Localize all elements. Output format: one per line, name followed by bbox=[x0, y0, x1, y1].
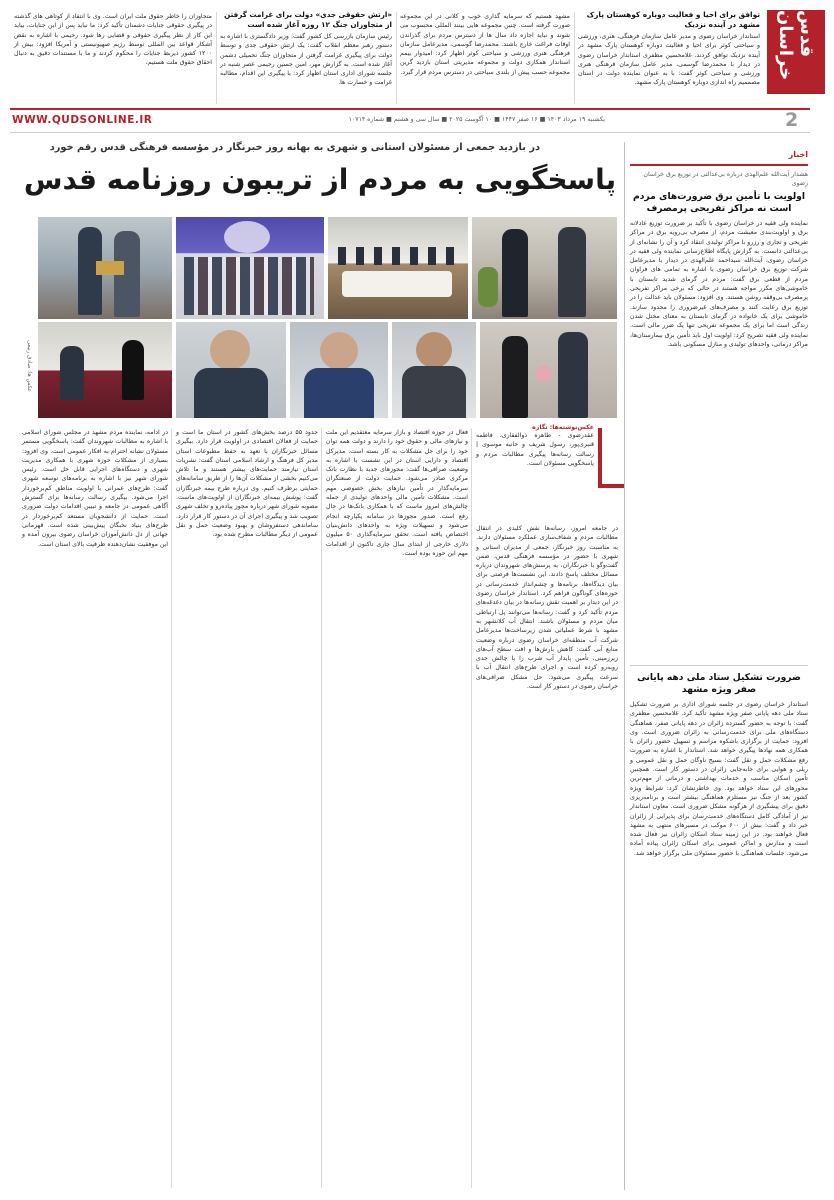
photo-interview-1 bbox=[38, 322, 172, 418]
photo-group-banner bbox=[176, 217, 324, 319]
news-item-1-kicker: هشدار آیت‌الله علم‌الهدی درباره بی‌عدالتی در توزیع برق خراسان رضوی bbox=[643, 171, 808, 187]
news-item-2 bbox=[630, 670, 808, 1190]
top-story-3-body: رئیس سازمان بازرسی کل کشور گفت: وزیر دادگستری با اشاره به دستور رهبر معظم انقلاب گفت: یک ارتش حقوقی جدی و توسط دولت برای پیگیری غرامت گرفتن از متجاوزان جنگ تحمیلی دشمن آغاز شده است. به گزارش مهر، امین حسین رحیمی عصر شنبه در جلسه شورای اداری استان اظهار کرد: با پیگیری این اقدام، مطالبه غرامت و خسارت ها. bbox=[220, 33, 392, 87]
photo-meeting-room bbox=[328, 217, 468, 319]
top-story-1-title: توافق برای احیا و فعالیت دوباره کوهستان پارک مشهد در آینده نزدیک bbox=[586, 10, 760, 29]
photo-speaker-2 bbox=[290, 322, 388, 418]
date-line: یکشنبه ۱۹ مرداد ۱۴۰۳ ■ ۱۶ صفر ۱۴۴۷ ■ ۱۰ آگوست ۲۰۲۵ ■ سال سی و هشتم ■ شماره ۱۰۷۱۴ bbox=[348, 116, 605, 123]
top-story-3-title: «ارتش حقوقی جدی» دولت برای غرامت گرفتن از متجاوزان جنگ ۱۲ روزه آغاز شده است bbox=[224, 10, 392, 29]
photo-handshake-gift bbox=[38, 217, 172, 319]
newspaper-logo bbox=[767, 10, 825, 94]
feature-column-3: حدود ۵۵ درصد بخش‌های کشور در استان ما است و حمایت از فعالان اقتصادی در اولویت قرار دارد. بیگیری مسائل خبرنگاران با تعهد به حفظ مطبوعات استان مدیر کل فرهنگ و ارشاد اسلامی استان گفت: نشریات استان نیازمند حمایت‌های بیشتر هستند و ما تلاش می‌کنیم بخشی از مشکلات آن‌ها را از طریق سامانه‌های حمایتی برطرف کنیم. وی درباره طرح بیمه خبرنگاران گفت: پوشش بیمه‌ای خبرنگاران از اولویت‌های ماست. مصوبه شورای شهر درباره مجوز پیاده‌رو و تخلف شهری تصویب شد و پیگیری اجرای آن در دستور کار قرار دارد. ساماندهی دستفروشان و بهبود وضعیت حمل و نقل عمومی از دیگر مطالبات مطرح شده بود. bbox=[175, 429, 318, 539]
feature-kicker: در بازدید جمعی از مسئولان استانی و شهری به بهانه روز خبرنگار در مؤسسه فرهنگی قدس رقم خورد bbox=[49, 142, 540, 153]
lead-text: عقدرضوی - طاهره ذوالفقاری، فاطمه قنبری‌پور، رسول شریف و حانیه موسوی | رسالت رسانه‌ها پیگیری مطالبات مردم و پاسخگویی مسئولان است. bbox=[476, 432, 594, 467]
feature-column-2: فعال در حوزه اقتصاد و بازار سرمایه معتقدیم این ملت و نیازهای مالی و حقوق خود را دارند و دولت همه توان خود را برای حل مشکلات به کار بسته است. مدیرکل اقتصاد و دارایی استان در این نشست با اشاره به وضعیت صرافی‌ها گفت: مجوزهای جدید با نظارت بانک مرکزی صادر می‌شود. حمایت دولت از صنعتگران سرمایه‌گذار در تأمین نیازهای بخش خصوصی مهم است. مشکلات تأمین مالی واحدهای تولیدی از جمله چالش‌های امروز ماست که با همکاری بانک‌ها در حال رفع است. صدور مجوزها در سامانه یکپارچه انجام می‌شود و تسهیلات ویژه به واحدهای دانش‌بنیان اختصاص یافته است. تحقق سرمایه‌گذاری ۵۰ میلیون دلاری خارجی از ابتدای سال جاری تاکنون از اقدامات مهم این حوزه بوده است. bbox=[326, 429, 468, 557]
lead-label: عکس‌نوشته‌ها: نگاره bbox=[532, 424, 594, 431]
page-number: 2 bbox=[785, 109, 799, 131]
photo-speaker-3 bbox=[392, 322, 476, 418]
top-story-1-body: استاندار خراسان رضوی و مدیر عامل سازمان فرهنگی، هنری، ورزشی و سیاحتی کوثر برای احیا و فعالیت دوباره کوهستان پارک مشهد در آینده نزدیک توافق کردند. غلامحسین مظفری استاندار خراسان رضوی در دیدار با محمدرضا گوسمی، مدیر عامل سازمان فرهنگی هنری ورزشی و سیاحتی کوثر گفت: با به عنوان نماینده دولت در استان مصممیم راه اندازی دوباره کوهستان پارک مشهد. bbox=[578, 33, 760, 87]
photo-credit: عکس ها: صادق ربیعی bbox=[26, 340, 32, 393]
news-item-1 bbox=[630, 170, 808, 665]
photo-speaker-1 bbox=[176, 322, 286, 418]
news-item-2-title: ضرورت تشکیل ستاد ملی دهه پایانی صفر ویژه مشهد bbox=[637, 672, 801, 695]
site-url[interactable]: WWW.QUDSONLINE.IR bbox=[12, 114, 153, 126]
photo-gift-presentation bbox=[472, 217, 617, 319]
photo-flowers-ceremony bbox=[480, 322, 617, 418]
top-story-3 bbox=[220, 10, 392, 106]
news-item-1-body: نماینده ولی فقیه در خراسان رضوی با تأکید بر ضرورت توزیع عادلانه برق و اولویت‌بندی معیشت مردم، از مصرف بی‌رویه برق در مراکز تفریحی و تجاری و رزرو با مراکز تولیدی انتقاد کرد و آن را نشانه‌ای از بی‌عدالتی دانست. به گزارش پایگاه اطلاع‌رسانی نماینده ولی فقیه در خراسان رضوی، آیت‌الله سیداحمد علم‌الهدی در دیدار با مدیرعامل شرکت توزیع برق خراسان رضوی با اشاره به تمامی های فراوان مردم از قطعی برق گفت: مردم در گرمای شدید تابستان با خاموشی‌های مکرر مواجه هستند در حالی که برخی مراکز تفریحی پرمصرف بی‌وقفه روشن هستند. وی افزود: مسئولان باید عدالت را در توزیع برق رعایت کنند و مصرف‌های غیرضروری را محدود سازند. خاموشی برای یک خانواده در گرمای تابستان به معنای مختل شدن زندگی است اما برای یک مجموعه تفریحی تنها یک ضرر مالی است. نماینده ولی فقیه تصریح کرد: اولویت اول باید تأمین برق بیمارستان‌ها، مراکز درمانی، واحدهای تولیدی و منازل مسکونی باشد. bbox=[630, 220, 808, 348]
top-story-1 bbox=[578, 10, 760, 106]
lead-initial bbox=[598, 428, 624, 488]
news-item-2-body: استاندار خراسان رضوی در جلسه شورای اداری بر ضرورت تشکیل ستاد ملی دهه پایانی صفر ویژه مشهد تأکید کرد. غلامحسین مظفری گفت: با توجه به حضور گسترده زائران در دهه پایانی صفر، هماهنگی دستگاه‌های ملی برای خدمت‌رسانی به زائران ضروری است. وی افزود: حمایت از برگزاری باشکوه مراسم و تسهیل حضور زائران با همکاری همه نهادها پیگیری خواهد شد. استاندار با اشاره به ضرورت رفع مشکلات حمل و نقل گفت: بسیج ناوگان حمل و نقل عمومی و ریلی و هوایی برای جابه‌جایی زائران در دستور کار است. همچنین تأمین اسکان مناسب و خدمات بهداشتی و درمانی از مهم‌ترین محورهای این ستاد خواهد بود. وی خاطرنشان کرد: شرایط ویژه کشور بعد از جنگ نیز مستلزم هماهنگی بیشتر است و برنامه‌ریزی دقیق برای پیشگیری از هرگونه مشکل ضروری است. معاون استاندار نیز از آمادگی کامل دستگاه‌های خدمت‌رسان برای پذیرایی از زائران خبر داد و گفت: بیش از ۶۰۰ موکب در مسیرهای منتهی به مشهد فعال خواهند بود. در این زمینه ستاد اسکان زائران نیز فعال شده است و مدارس و اماکن عمومی برای اسکان زائران پیاده آماده می‌شود. جلسات هماهنگی با حضور مسئولان ملی برگزار خواهد شد. bbox=[630, 701, 808, 857]
news-section-label: اخبار bbox=[788, 150, 808, 159]
feature-headline: پاسخگویی به مردم از تریبون روزنامه قدس bbox=[23, 163, 617, 196]
feature-column-4: در ادامه، نماینده مردم مشهد در مجلس شورای اسلامی با اشاره به مطالبات شهروندان گفت: پاسخگویی مستمر مسئولان نشانه احترام به افکار عمومی است. وی افزود: بسیاری از مشکلات حوزه شهری با همکاری مدیریت شهری و دستگاه‌های اجرایی قابل حل است. رئیس شورای شهر نیز با اشاره به برنامه‌های توسعه شهری گفت: طرح‌های عمرانی با اولویت مناطق کم‌برخوردار اجرا می‌شود. بیگیری رسالت رسانه‌ها برای گسترش آگاهی عمومی در جامعه و تبیین اقدامات دولت ضروری است. حمایت از دانشجویان مستعد کم‌برخوردار در طرح‌های بنیاد نخبگان پیش‌بینی شده است. قهرمانی جهانی از دل دانش‌آموزان خراسان رضوی بیرون آمده و این موفقیت نشان‌دهنده ظرفیت بالای استان است. bbox=[22, 429, 168, 548]
news-item-1-title: اولویت با تأمین برق ضرورت‌های مردم است نه مراکز تفریحی پرمصرف bbox=[632, 191, 806, 214]
top-story-4: متجاوزان را خاطر حقوق ملت ایران است. وی با انتقاد از کوتاهی های گذشته در پیگیری حقوقی جنایات دشمنان تأکید کرد: ما نباید پس از این جنایات، بیاید این کار از نظر پیگیری حقوقی و قضایی رها شود. رحیمی با اشاره به نقض آشکار قواعد بین المللی توسط رژیم صهیونیستی و آمریکا افزود: بیش از ۱۲۰۰ کشور ذیربط جنایات را محکوم کردند و ما با مستندات دقیق به دنبال احقاق حقوق ملت هستیم. bbox=[14, 13, 212, 67]
lead-block bbox=[476, 424, 594, 520]
logo-text: قدس خراسان bbox=[775, 10, 817, 81]
feature-column-1: در جامعه امروز، رسانه‌ها نقش کلیدی در انتقال مطالبات مردم و شفاف‌سازی عملکرد مسئولان دارند. به مناسبت روز خبرنگار، جمعی از مدیران استانی و شهری با حضور در مؤسسه فرهنگی قدس، ضمن گفت‌وگو با خبرنگاران، به پرسش‌های شهروندان درباره مسائل مختلف پاسخ دادند. این نشست‌ها فرصتی برای بیان دیدگاه‌ها، برنامه‌ها و چشم‌انداز خدمت‌رسانی در حوزه‌های گوناگون فراهم کرد. استاندار خراسان رضوی در این دیدار بر اهمیت نقش رسانه‌ها در بیان دغدغه‌های مردم تأکید کرد و گفت: رسانه‌ها می‌توانند پل ارتباطی میان مردم و مسئولان باشند. انتقال آب کلانشهر به مشهد با شرط عملیاتی شدن زیرساخت‌ها مدیرعامل شرکت آب منطقه‌ای خراسان رضوی درباره وضعیت منابع آبی گفت: کاهش بارش‌ها و افت سطح آب‌های زیرزمینی، تأمین پایدار آب شرب را با چالش جدی روبه‌رو کرده است و اجرای طرح‌های انتقال آب با سرعت پیگیری می‌شود. حل مشکل صرافی‌های خراسان رضوی در دستور کار است. bbox=[476, 525, 618, 691]
top-story-2: مشهد هستیم که سرمایه گذاری خوب و کلانی در این مجموعه صورت گرفته است. چنین مجموعه هایی بینند المللی محسوب می شوند و نباید اجازه داد سال ها از دسترس مردم برای گذراندن اوقات فراغت خارج باشند. محمدرضا گوسمی، مدیرعامل سازمان فرهنگی هنری ورزشی و سیاحتی کوثر اظهار کرد: امیدوار بیمم استاندار همکاری دولت و مجموعه مدیریتی استان بازدید گرین مجموعه حسب پیش از بلندی سیاحتی در دسترس مردم قرار گیرد. bbox=[400, 13, 570, 76]
